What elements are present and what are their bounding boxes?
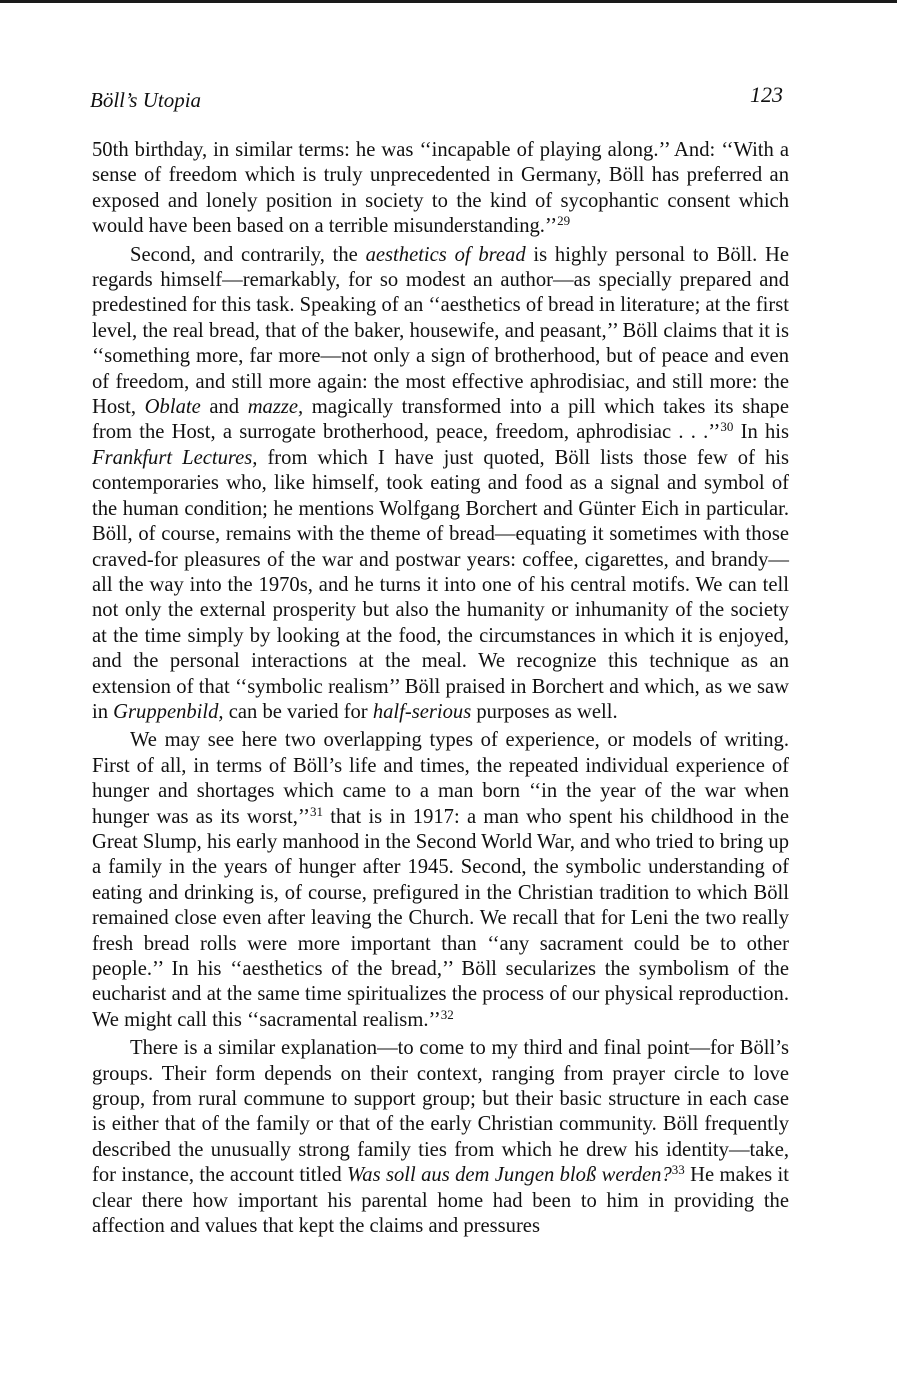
paragraph-1 <box>92 138 789 240</box>
italic-phrase: half-serious <box>372 700 472 723</box>
paragraph-4 <box>92 1036 789 1239</box>
text-run: from which I have just quoted, Böll lists those few of his contemporaries who, like himself, took eating and food as a signal and symbol of the human condition; he mentions Wolfgang Borchert and Günter Eich in particular. Böll, of course, remains with the theme of bread—equating it sometimes with those craved-for pleasures of the war and postwar years: coffee, cigarettes, and brandy—all the way into the 1970s, and he turns it into one of his central motifs. We can tell not only the external prosperity but also the humanity or inhumanity of the society at the time simply by looking at the food, the circumstances in which it is enjoyed, and the personal interactions at the meal. We recognize this technique as an extension of that ‘‘symbolic realism’’ Böll praised in Borchert and which, as we saw in <box>92 446 789 723</box>
italic-phrase: Gruppenbild, <box>113 700 224 723</box>
text-run: that is in 1917: a man who spent his childhood in the Great Slump, his early manhood in the Second World War, and who tried to bring up a family in the years of hunger after 1945. Second, the symbolic understanding of eating and drinking is, of course, prefigured in the Christian tradition to which Böll remained close even after leaving the Church. We recall that for Leni the two really fresh bread rolls were more important than ‘‘any sacrament could be to other people.’’ In his ‘‘aesthetics of the bread,’’ Böll secularizes the symbolism of the eucharist and at the same time spiritualizes the process of our physical reproduction. We might call this ‘‘sacramental realism.’’ <box>92 805 789 1031</box>
footnote-marker: 30 <box>720 419 734 435</box>
top-edge-rule <box>0 0 897 3</box>
paragraph-2 <box>92 243 789 726</box>
footnote-marker: 33 <box>671 1162 685 1178</box>
text-run: magically transformed into a pill which takes its shape from the Host, a surrogate brotherhood, peace, freedom, aphrodisiac . . .’’ <box>92 396 789 444</box>
text-run: is highly personal to Böll. He regards himself—remarkably, for so modest an author—as specially prepared and predestined for this task. Speaking of an ‘‘aesthetics of bread in literature; at the first level, the real bread, that of the baker, housewife, and peasant,’’ Böll claims that it is ‘‘something more, far more—not only a sign of brotherhood, but of peace and even of freedom, and still more again: the most effective aphrodisiac, and still more: the Host, <box>92 243 790 419</box>
running-title: Böll’s Utopia <box>90 88 202 112</box>
footnote-marker: 31 <box>310 803 324 819</box>
running-head <box>90 82 783 118</box>
footnote-marker: 29 <box>557 213 571 229</box>
text-run: 50th birthday, in similar terms: he was ‘‘incapable of playing along.’’ And: ‘‘With a sense of freedom which is truly unprecedented in Germany, Böll has preferred an exposed and lonely position in society to the kind of sycophantic consent which would have been based on a terrible misunderstanding.’’ <box>92 139 789 238</box>
italic-phrase: Frankfurt Lectures, <box>92 446 258 469</box>
italic-phrase: aesthetics of bread <box>365 243 526 266</box>
text-run: Second, and contrarily, the <box>130 243 366 266</box>
italic-phrase: mazze, <box>247 396 304 419</box>
text-run: In his <box>733 421 790 444</box>
text-run: purposes as well. <box>471 700 618 723</box>
italic-phrase: Was soll aus dem Jungen bloß werden? <box>347 1164 672 1187</box>
text-run: He makes it clear there how important his parental home had been to him in providing the affection and values that kept the claims and pressures <box>92 1164 789 1238</box>
page-number: 123 <box>750 82 783 107</box>
italic-phrase: Oblate <box>144 396 201 419</box>
footnote-marker: 32 <box>440 1006 454 1022</box>
text-run: can be varied for <box>223 700 373 723</box>
text-run: We may see here two overlapping types of experience, or models of writing. First of all, in terms of Böll’s life and times, the repeated individual experience of hunger and shortages which came to a man born ‘‘in the year of the war when hunger was as its worst,’’ <box>92 729 789 828</box>
paragraph-3 <box>92 728 789 1033</box>
body-text <box>92 138 789 1239</box>
text-run: There is a similar explanation—to come to my third and final point—for Böll’s groups. Their form depends on their context, ranging from prayer circle to love group, from rural commune to support group; but their basic structure in each case is either that of the family or that of the early Christian community. Böll frequently described the unusually strong family ties from which he drew his identity—take, for instance, the account titled <box>92 1037 789 1187</box>
text-run: and <box>200 396 248 419</box>
